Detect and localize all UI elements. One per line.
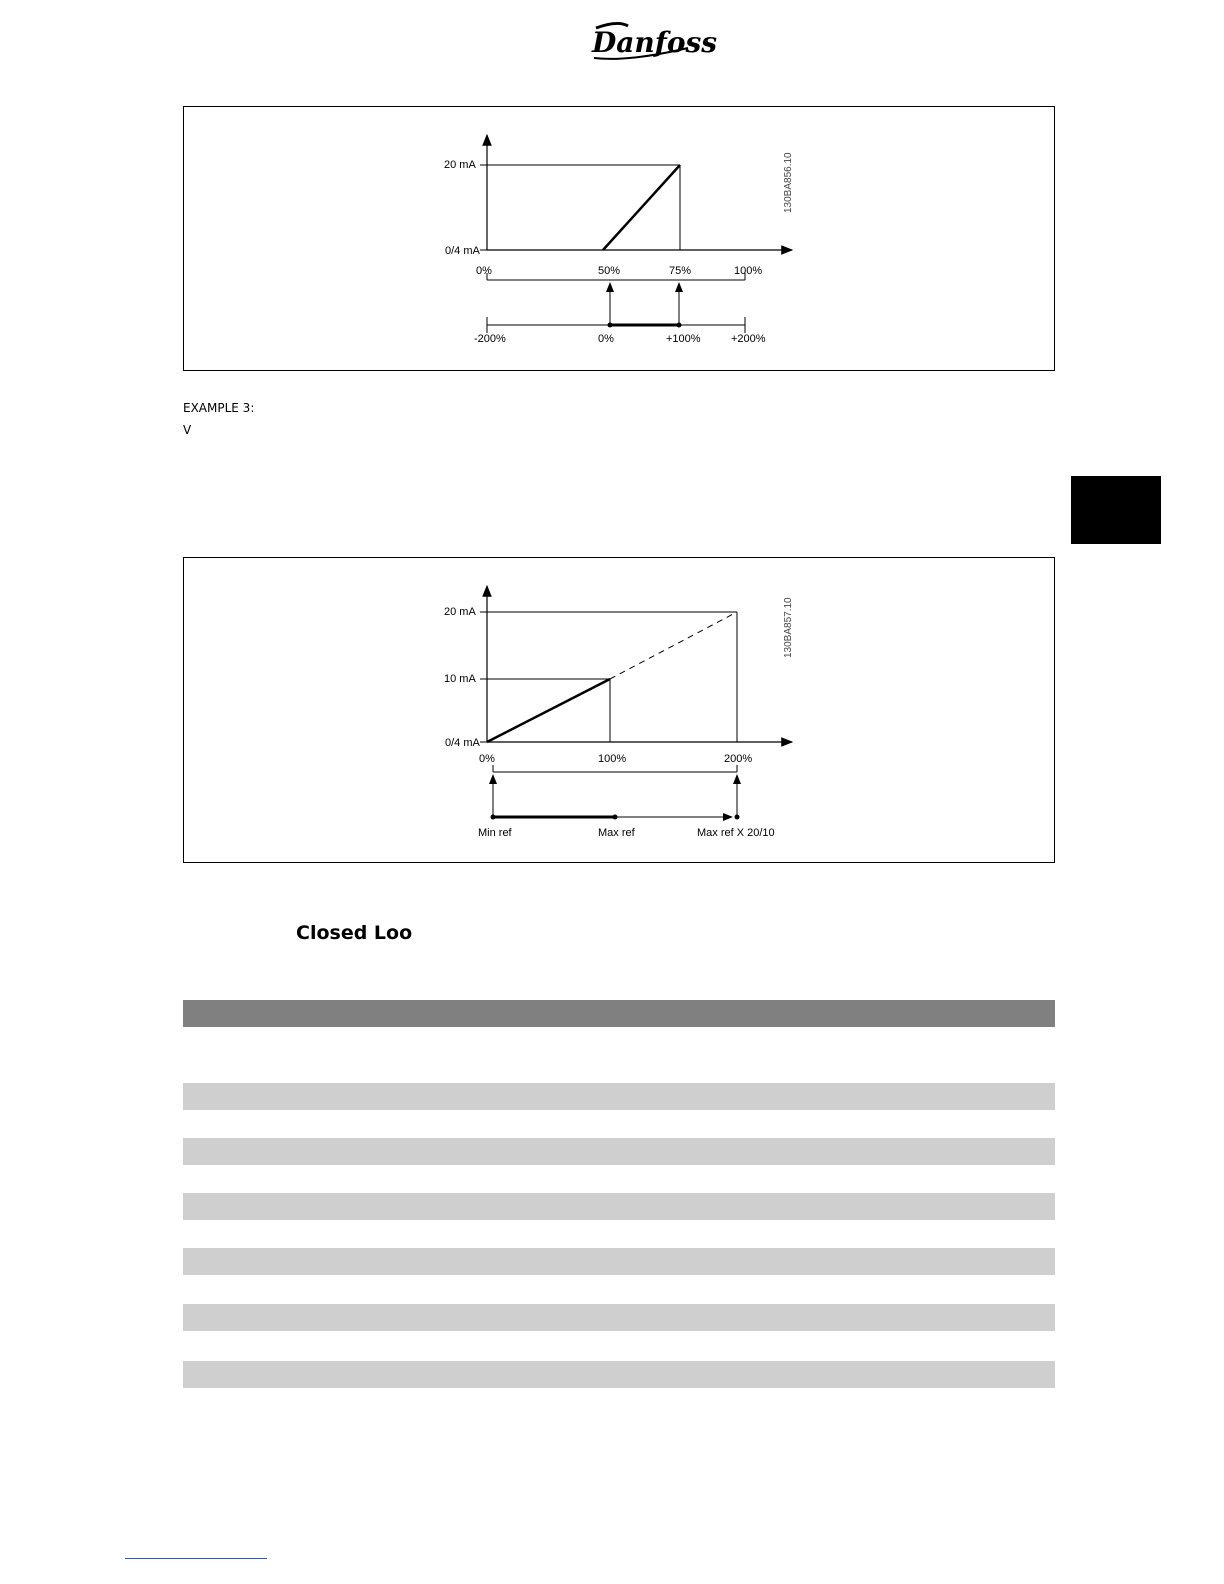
example-text: V [183,423,192,437]
table-row [183,1138,1055,1165]
example-label: EXAMPLE 3: [183,401,255,415]
fig2-ref-max: Max ref [598,827,635,839]
fig2-xlabel-100: 100% [598,753,627,765]
fig1-ylabel-20ma: 20 mA [444,159,476,171]
danfoss-logo [588,18,718,62]
fig2-ylabel-20ma: 20 mA [444,606,476,618]
fig1-xlabel-50: 50% [598,265,621,277]
table-row [183,1361,1055,1388]
fig2-ylabel-10ma: 10 mA [444,673,476,685]
footer-link-underline[interactable] [125,1558,267,1559]
section-title: Closed Loo [296,922,413,944]
fig1-ref-100: +100% [666,333,701,345]
fig2-ref-max-x: Max ref X 20/10 [697,827,775,839]
table-header [183,1000,1055,1027]
table-row [183,1193,1055,1220]
fig1-code: 130BA856.10 [783,152,794,213]
fig1-ref-0: 0% [598,333,614,345]
fig1-xlabel-0: 0% [476,265,492,277]
fig1-ylabel-0ma: 0/4 mA [445,245,480,257]
fig2-xlabel-200: 200% [724,753,753,765]
figure-2-diagram [183,557,1055,863]
chapter-tab [1071,476,1161,544]
fig1-xlabel-75: 75% [669,265,692,277]
fig2-code: 130BA857.10 [783,597,794,658]
fig1-ref-neg200: -200% [474,333,506,345]
table-row [183,1248,1055,1275]
fig2-xlabel-0: 0% [479,753,495,765]
figure-1-diagram [183,106,1055,371]
table-row [183,1304,1055,1331]
fig2-ylabel-0ma: 0/4 mA [445,737,480,749]
fig1-xlabel-100: 100% [734,265,763,277]
fig2-ref-min: Min ref [478,827,512,839]
svg-text:Danfoss: Danfoss [592,26,718,59]
fig1-ref-200: +200% [731,333,766,345]
table-row [183,1083,1055,1110]
